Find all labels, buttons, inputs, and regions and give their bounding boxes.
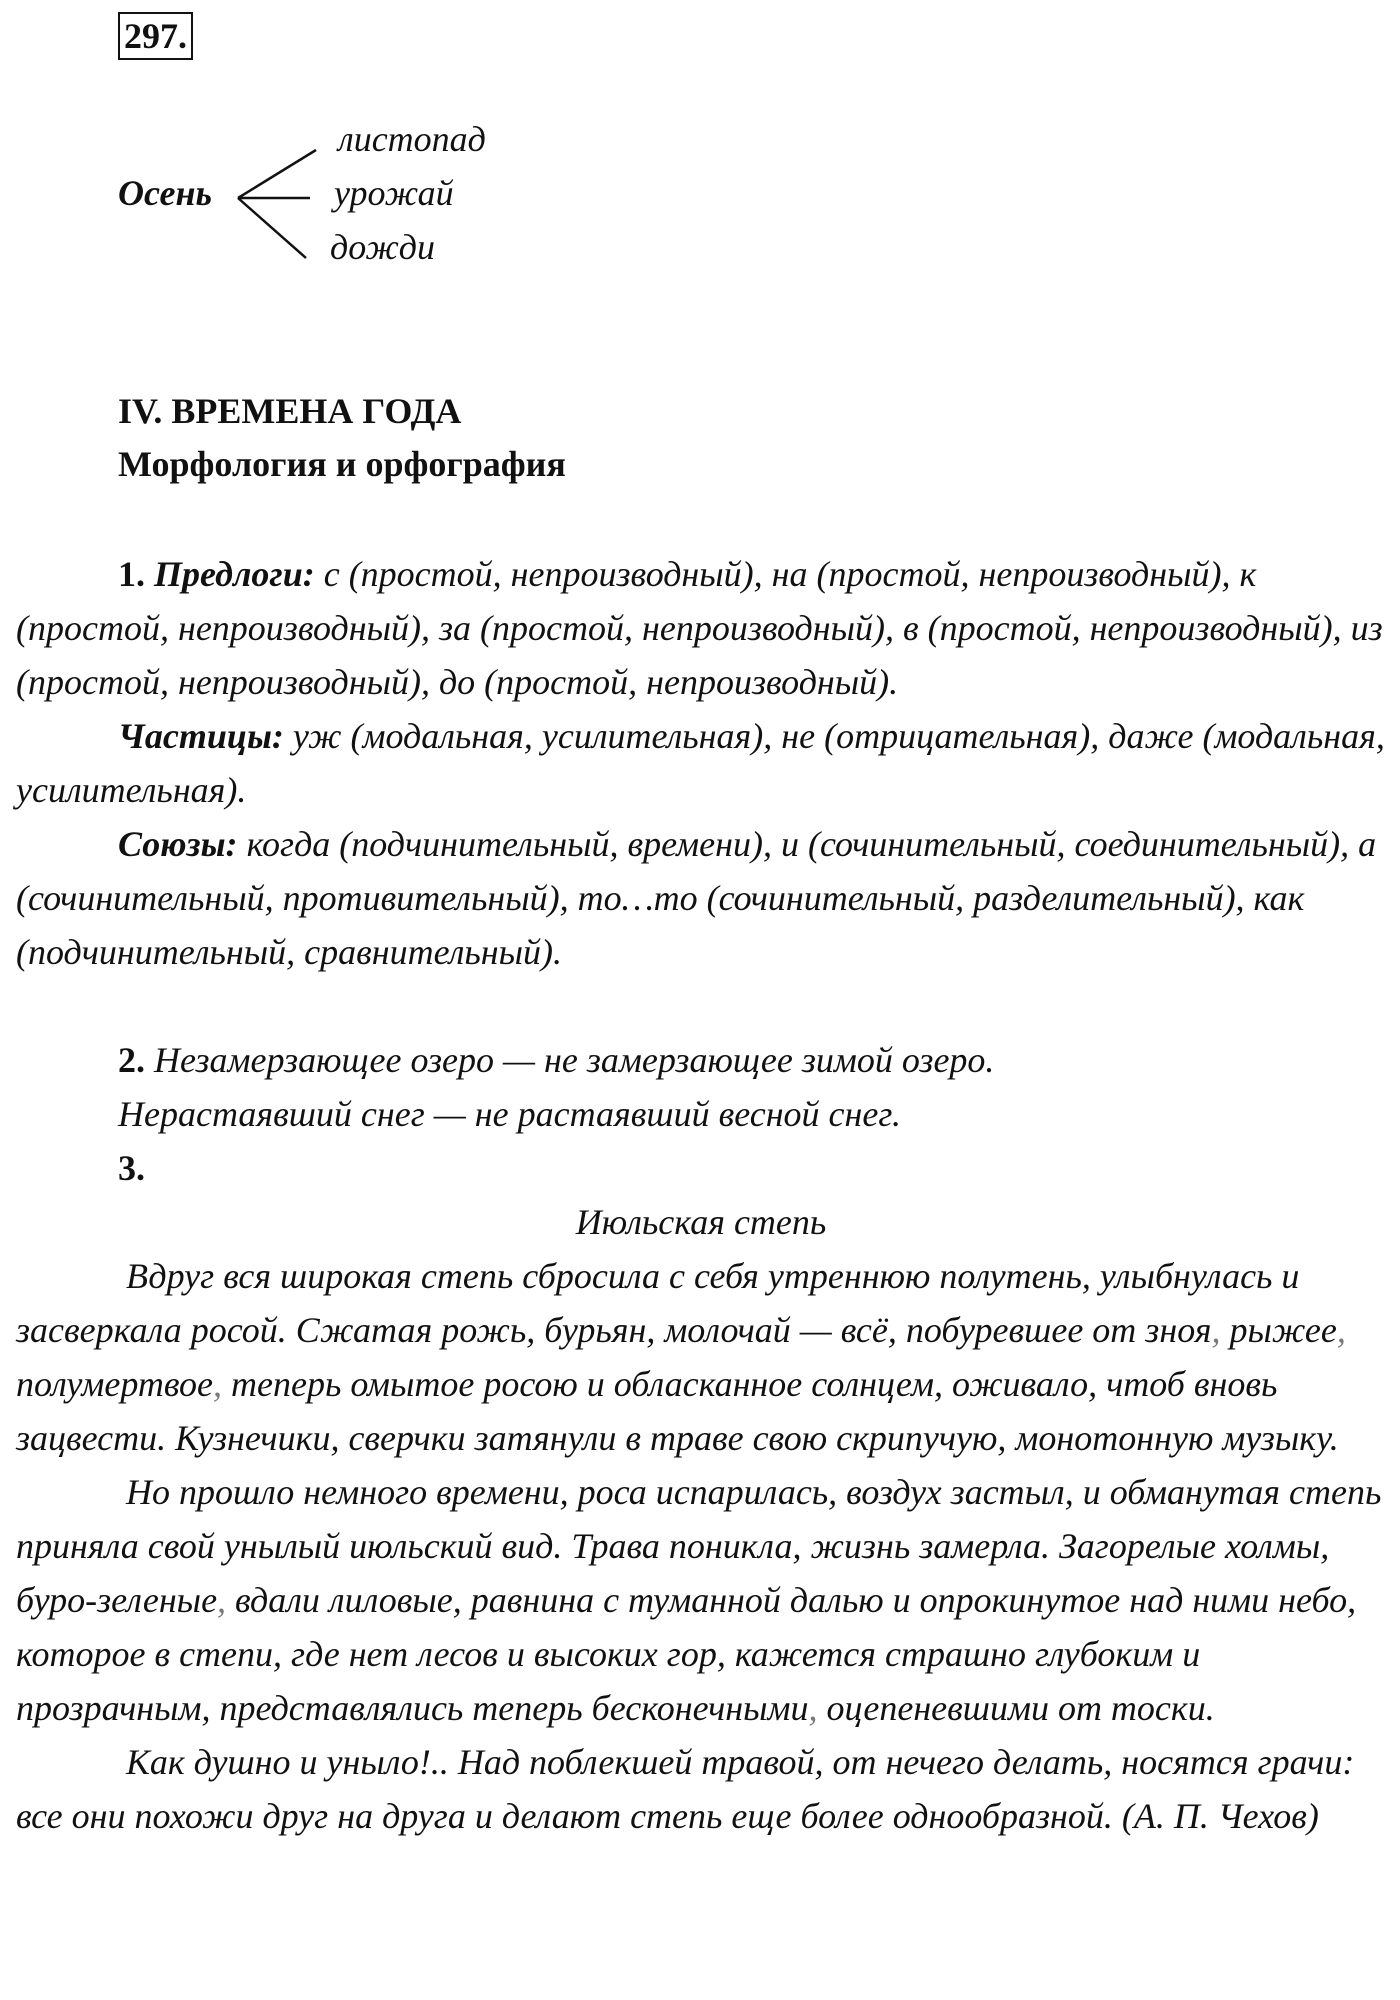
task-2	[16, 1033, 1386, 1195]
text-paragraph-1	[16, 1249, 1386, 1465]
term-label: Частицы:	[118, 716, 284, 756]
task-2-line-2: Нерастаявший снег — не растаявший весной снег.	[118, 1094, 901, 1134]
section-subtitle: Морфология и орфография	[118, 444, 566, 484]
cluster-line-bottom	[238, 198, 306, 258]
paragraph-text: вдали лиловые, равнина с туманной далью и опрокинутое над ними небо, которое в степи, где нет лесов и высоких гор, кажется страшно глубоким и прозрачным, представлялись теперь бесконечными	[16, 1580, 1357, 1728]
paragraph-text: с (простой, непроизводный), на (простой, непроизводный), к (простой, непроизводный), за (простой, непроизводный), в (простой, непроизводный), из (простой, непроизводный), до (простой, непроизводный).	[16, 554, 1383, 702]
corrected-punctuation: ,	[213, 1364, 223, 1404]
cluster-leaf-word: листопад	[338, 119, 486, 159]
task-number: 1.	[118, 554, 145, 594]
particles-paragraph	[16, 709, 1386, 817]
task-3-text	[16, 1195, 1386, 1843]
paragraph-text: Но прошло немного времени, роса испарилась, воздух застыл, и обманутая степь приняла свой унылый июльский вид. Трава поникла, жизнь замерла. Загорелые холмы, буро-зеленые	[16, 1472, 1382, 1620]
cluster-leaf-word: дожди	[330, 227, 436, 267]
cluster-hub-word: Осень	[118, 173, 212, 213]
cluster-lines	[0, 0, 600, 300]
corrected-punctuation: ,	[217, 1580, 227, 1620]
conjunctions-paragraph	[16, 817, 1386, 979]
word-cluster-diagram	[0, 0, 600, 300]
task-1	[16, 547, 1386, 979]
paragraph-text: когда (подчинительный, времени), и (сочинительный, соединительный), а (сочинительный, противительный), то…то (сочинительный, разделительный), как (подчинительный, сравнительный).	[16, 824, 1377, 972]
cluster-line-top	[238, 150, 316, 198]
paragraph-text: уж (модальная, усилительная), не (отрицательная), даже (модальная, усилительная).	[16, 716, 1385, 810]
task-number: 3.	[118, 1148, 145, 1188]
term-label: Предлоги:	[154, 554, 315, 594]
term-label: Союзы:	[118, 824, 238, 864]
paragraph-text: рыжее	[1220, 1310, 1337, 1350]
task-number: 2.	[118, 1040, 145, 1080]
text-title: Июльская степь	[575, 1202, 827, 1242]
cluster-leaf-word: урожай	[334, 173, 454, 213]
exercise-number: 297.	[118, 12, 193, 60]
paragraph-text: Незамерзающее озеро — не замерзающее зимой озеро.	[145, 1040, 995, 1080]
corrected-punctuation: ,	[808, 1688, 818, 1728]
task-2-line-1	[16, 1033, 1386, 1087]
paragraph-text: Вдруг вся широкая степь сбросила с себя утреннюю полутень, улыбнулась и засверкала росой. Сжатая рожь, бурьян, молочай — всё, побуревшее от зноя	[16, 1256, 1300, 1350]
corrected-punctuation: ,	[1211, 1310, 1221, 1350]
paragraph-text: полумертвое	[16, 1364, 214, 1404]
paragraph-text: теперь омытое росою и обласканное солнцем, оживало, чтоб вновь зацвести. Кузнечики, сверчки затянули в траве свою скрипучую, монотонную музыку.	[16, 1364, 1339, 1458]
text-paragraph-3: Как душно и уныло!.. Над поблекшей травой, от нечего делать, носятся грачи: все они похожи друг на друга и делают степь еще более однообразной. (А. П. Чехов)	[16, 1742, 1355, 1836]
paragraph-text: оцепеневшими от тоски.	[817, 1688, 1215, 1728]
corrected-punctuation: ,	[1336, 1310, 1346, 1350]
text-paragraph-2	[16, 1465, 1386, 1735]
section-title: IV. ВРЕМЕНА ГОДА	[118, 391, 462, 431]
task-3-number-line	[16, 1141, 1386, 1195]
prepositions-paragraph	[16, 547, 1386, 709]
